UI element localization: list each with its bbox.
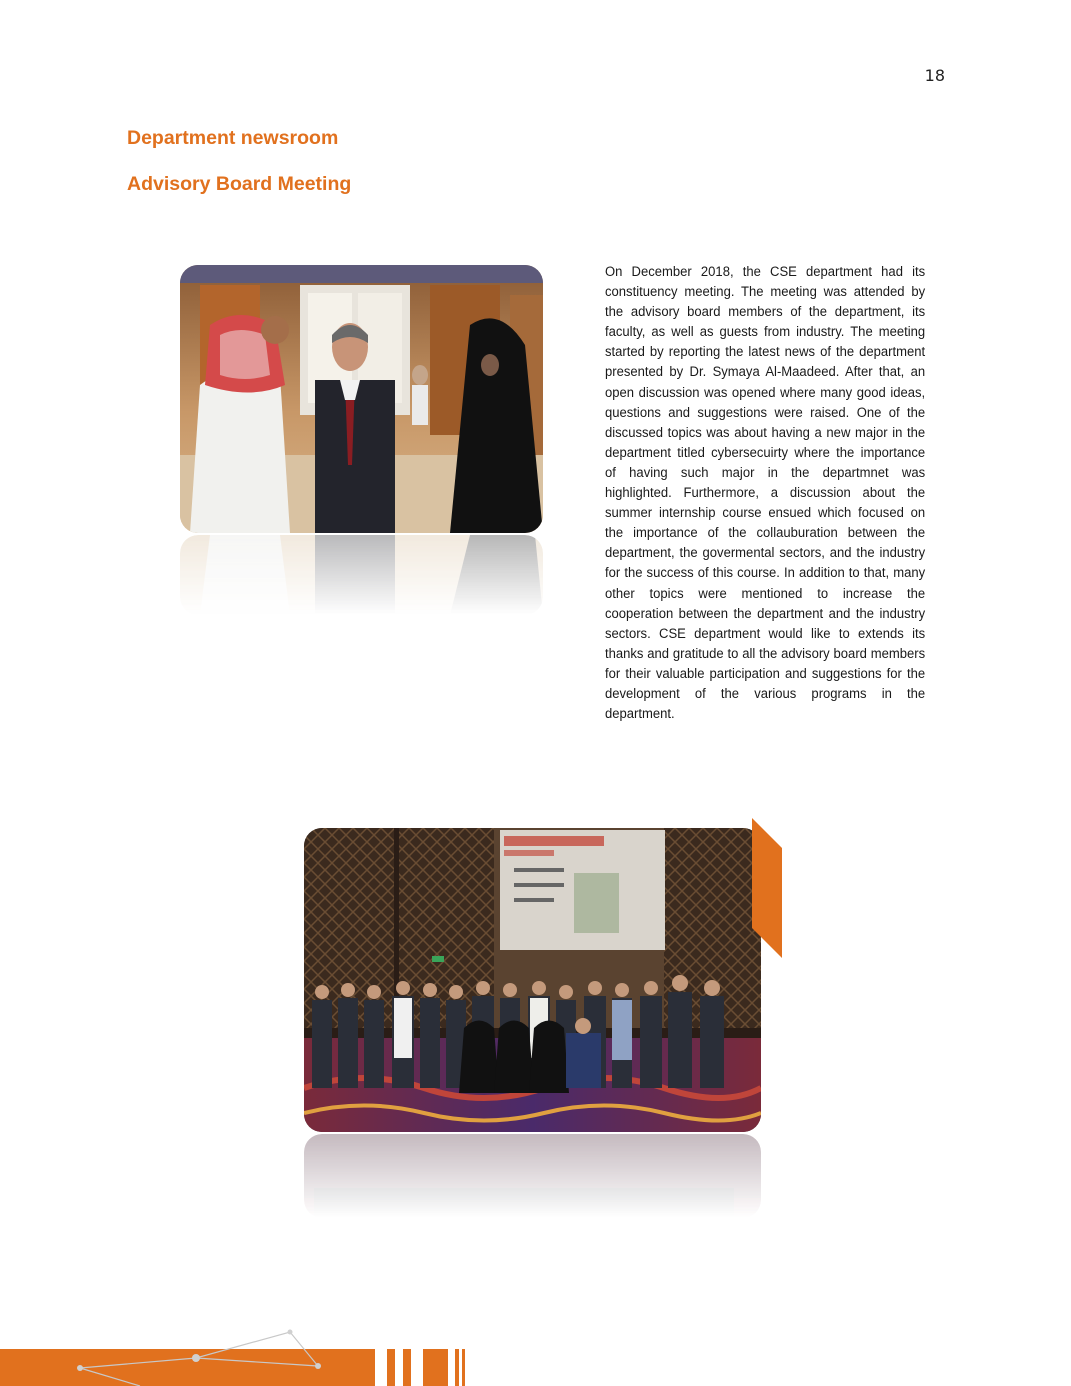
page-number: 18 xyxy=(924,66,945,85)
article-body: On December 2018, the CSE department had its constituency meeting. The meeting was attended by the advisory board members of the department, its faculty, as well as guests from industry. The meeting started by reporting the latest news of the department presented by Dr. Symaya Al-Maadeed. After that, an open discussion was opened where many good ideas, questions and suggestions were raised. One of the discussed topics was about having a new major in the department titled cybersecuirty where the importance of having such major in the departmnet was highlighted. Furthermore, a discussion about the summer internship course ensued which focused on the importance of the collauburation between the department, the govermental sectors, and the industry for the success of this course. In addition to that, many other topics were mentioned to increase the cooperation between the department and the industry sectors. CSE department would like to extends its thanks and gratitude to all the advisory board members for their valuable participation and suggestions for the development of the various programs in the department. xyxy=(605,264,926,723)
conversation-photo-reflection xyxy=(180,535,543,615)
group-photo-reflection xyxy=(304,1134,761,1218)
group-photo xyxy=(304,828,761,1218)
section-title: Department newsroom xyxy=(127,127,339,149)
conversation-photo-image xyxy=(180,265,543,533)
group-photo-image xyxy=(304,828,761,1132)
meeting-conversation-photo xyxy=(180,265,543,610)
footer-decoration xyxy=(0,1326,1071,1386)
decorative-orange-tab xyxy=(752,818,782,958)
article-title: Advisory Board Meeting xyxy=(127,173,352,195)
